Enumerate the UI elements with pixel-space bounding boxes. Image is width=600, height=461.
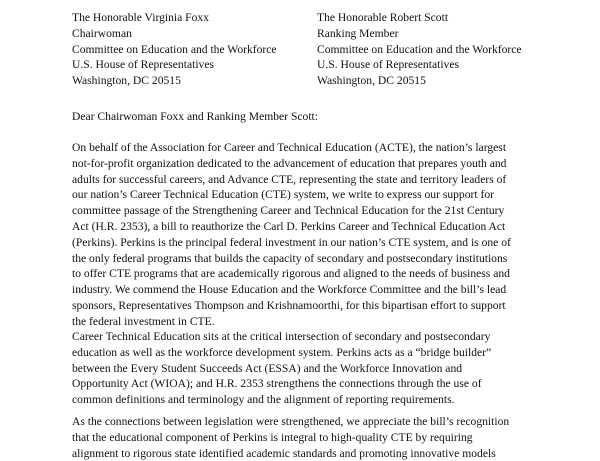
paragraph-line: common definitions and terminology and the alignment of reporting requirements. (72, 393, 455, 407)
recipient-name: The Honorable Robert Scott (317, 11, 449, 24)
paragraph-connections (72, 414, 532, 461)
paragraph-line: Opportunity Act (WIOA); and H.R. 2353 strengthens the connections through the use of (72, 377, 482, 391)
paragraph-line: our nation’s Career Technical Education (CTE) system, we write to express our support for (72, 188, 495, 202)
paragraph-line: that the educational component of Perkins is integral to high-quality CTE by requiring (72, 430, 473, 444)
recipient-title: Chairwoman (72, 26, 132, 40)
recipient-name: The Honorable Virginia Foxx (72, 11, 210, 24)
paragraph-line: the federal investment in CTE. (72, 314, 215, 328)
recipient-city: Washington, DC 20515 (317, 74, 426, 88)
paragraph-line: industry. We commend the House Education and the Workforce Committee and the bill’s lead (72, 283, 507, 297)
recipient-chamber: U.S. House of Representatives (317, 58, 459, 72)
paragraph-line: Act (H.R. 2353), a bill to reauthorize the Carl D. Perkins Career and Technical Education Act (72, 219, 506, 233)
paragraph-line: committee passage of the Strengthening Career and Technical Education for the 21st Century (72, 204, 505, 218)
recipient-city: Washington, DC 20515 (72, 74, 181, 88)
paragraph-intersection (72, 329, 532, 408)
paragraph-line: education as well as the workforce development system. Perkins acts as a “bridge builder” (72, 345, 492, 359)
paragraph-line: Career Technical Education sits at the critical intersection of secondary and postsecondary (72, 330, 491, 343)
recipient-address-right (317, 10, 577, 89)
recipient-committee: Committee on Education and the Workforce (317, 42, 522, 56)
recipient-committee: Committee on Education and the Workforce (72, 42, 277, 56)
paragraph-line: the only federal programs that builds the capacity of secondary and postsecondary institutions (72, 251, 508, 265)
paragraph-support (72, 140, 532, 330)
paragraph-line: not-for-profit organization dedicated to the advancement of education that prepares youth and (72, 156, 507, 170)
recipient-title: Ranking Member (317, 26, 399, 40)
paragraph-line: adults for successful careers, and Advance CTE, representing the state and territory leaders of (72, 172, 507, 186)
paragraph-line: (Perkins). Perkins is the principal federal investment in our nation’s CTE system, and is one of (72, 235, 511, 249)
paragraph-line: alignment to rigorous state identified academic standards and promoting innovative models (72, 446, 496, 460)
paragraph-line: As the connections between legislation were strengthened, we appreciate the bill’s recognition (72, 415, 510, 428)
paragraph-line: sponsors, Representatives Thompson and Krishnamoorthi, for this bipartisan effort to support (72, 298, 506, 312)
salutation: Dear Chairwoman Foxx and Ranking Member Scott: (72, 110, 318, 123)
paragraph-line: to offer CTE programs that are academically rigorous and aligned to the needs of business and (72, 267, 510, 281)
paragraph-line: On behalf of the Association for Career and Technical Education (ACTE), the nation’s largest (72, 141, 507, 154)
paragraph-line: between the Every Student Succeeds Act (ESSA) and the Workforce Innovation and (72, 361, 463, 375)
recipient-chamber: U.S. House of Representatives (72, 58, 214, 72)
recipient-address-left (72, 10, 312, 89)
